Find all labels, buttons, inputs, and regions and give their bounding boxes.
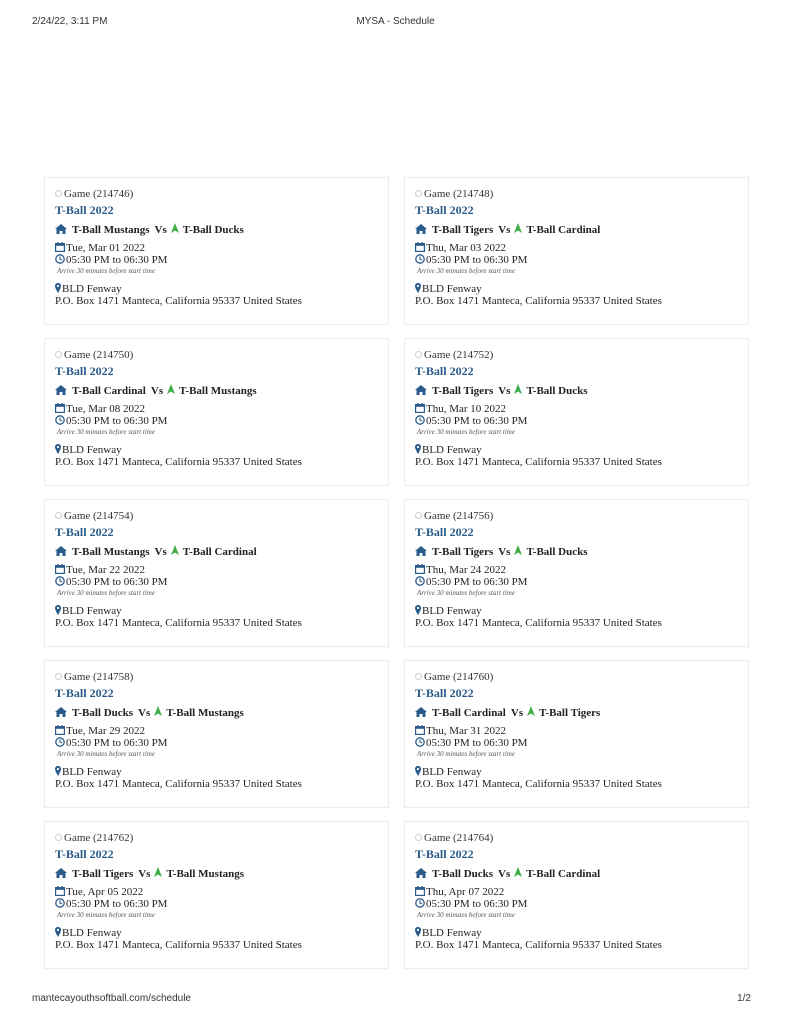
home-team[interactable]: T-Ball Tigers bbox=[72, 868, 134, 880]
game-card[interactable] bbox=[404, 499, 749, 647]
venue-address: P.O. Box 1471 Manteca, California 95337 United States bbox=[55, 778, 302, 790]
game-id: Game (214750) bbox=[64, 349, 134, 361]
date-line bbox=[55, 886, 385, 898]
home-icon bbox=[415, 385, 427, 395]
away-icon bbox=[514, 867, 522, 877]
print-page-number: 1/2 bbox=[737, 993, 751, 1004]
game-time: 05:30 PM to 06:30 PM bbox=[66, 898, 168, 910]
venue-address: P.O. Box 1471 Manteca, California 95337 United States bbox=[55, 939, 302, 951]
matchup bbox=[415, 704, 745, 722]
clock-icon bbox=[415, 576, 425, 586]
matchup bbox=[55, 543, 385, 561]
game-card[interactable] bbox=[44, 499, 389, 647]
venue-line bbox=[55, 283, 385, 295]
venue-address: P.O. Box 1471 Manteca, California 95337 United States bbox=[415, 939, 662, 951]
location-pin-icon bbox=[415, 766, 421, 776]
game-time: 05:30 PM to 06:30 PM bbox=[66, 737, 168, 749]
radio-icon[interactable] bbox=[55, 351, 62, 358]
game-date: Thu, Mar 31 2022 bbox=[426, 725, 507, 737]
time-line bbox=[55, 737, 385, 749]
game-id: Game (214748) bbox=[424, 188, 494, 200]
home-team[interactable]: T-Ball Mustangs bbox=[72, 546, 150, 558]
game-card[interactable] bbox=[44, 821, 389, 969]
game-card[interactable] bbox=[404, 660, 749, 808]
game-time: 05:30 PM to 06:30 PM bbox=[426, 898, 528, 910]
clock-icon bbox=[55, 415, 65, 425]
home-team[interactable]: T-Ball Tigers bbox=[432, 546, 494, 558]
season-title[interactable]: T-Ball 2022 bbox=[55, 525, 114, 539]
game-date: Tue, Mar 29 2022 bbox=[66, 725, 146, 737]
game-id-line bbox=[55, 670, 385, 684]
home-icon bbox=[55, 224, 67, 234]
date-line bbox=[415, 725, 745, 737]
print-datetime: 2/24/22, 3:11 PM bbox=[32, 16, 108, 27]
away-team[interactable]: T-Ball Ducks bbox=[526, 546, 588, 558]
home-icon bbox=[55, 707, 67, 717]
game-card[interactable] bbox=[44, 660, 389, 808]
game-card[interactable] bbox=[44, 177, 389, 325]
time-line bbox=[55, 898, 385, 910]
radio-icon[interactable] bbox=[55, 512, 62, 519]
vs-label: Vs bbox=[138, 707, 151, 719]
home-team[interactable]: T-Ball Cardinal bbox=[72, 385, 146, 397]
arrive-note: Arrive 30 minutes before start time bbox=[57, 750, 155, 758]
game-time: 05:30 PM to 06:30 PM bbox=[426, 415, 528, 427]
location-pin-icon bbox=[55, 766, 61, 776]
home-icon bbox=[415, 546, 427, 556]
season-title[interactable]: T-Ball 2022 bbox=[415, 847, 474, 861]
print-footer bbox=[0, 993, 791, 1007]
game-id: Game (214758) bbox=[64, 671, 134, 683]
away-icon bbox=[514, 384, 522, 394]
venue-line bbox=[415, 927, 745, 939]
away-team[interactable]: T-Ball Ducks bbox=[526, 385, 588, 397]
venue-name[interactable]: BLD Fenway bbox=[422, 283, 482, 295]
calendar-icon bbox=[55, 886, 65, 896]
venue-line bbox=[55, 605, 385, 617]
vs-label: Vs bbox=[154, 224, 167, 236]
matchup bbox=[55, 865, 385, 883]
time-line bbox=[415, 898, 745, 910]
vs-label: Vs bbox=[510, 707, 524, 719]
game-date: Thu, Mar 03 2022 bbox=[426, 242, 507, 254]
game-time: 05:30 PM to 06:30 PM bbox=[66, 576, 168, 588]
venue-line bbox=[415, 766, 745, 778]
away-icon bbox=[514, 223, 522, 233]
radio-icon[interactable] bbox=[55, 673, 62, 680]
home-team[interactable]: T-Ball Cardinal bbox=[432, 707, 506, 719]
arrive-note: Arrive 30 minutes before start time bbox=[417, 267, 515, 275]
away-team[interactable]: T-Ball Tigers bbox=[539, 707, 601, 719]
time-line bbox=[55, 576, 385, 588]
date-line bbox=[415, 886, 745, 898]
radio-icon[interactable] bbox=[415, 673, 422, 680]
season-title[interactable]: T-Ball 2022 bbox=[55, 364, 114, 378]
venue-name[interactable]: BLD Fenway bbox=[62, 605, 122, 617]
game-time: 05:30 PM to 06:30 PM bbox=[426, 576, 528, 588]
game-id-line bbox=[55, 187, 385, 201]
home-team[interactable]: T-Ball Ducks bbox=[72, 707, 134, 719]
calendar-icon bbox=[415, 564, 425, 574]
vs-label: Vs bbox=[498, 868, 511, 880]
vs-label: Vs bbox=[138, 868, 151, 880]
season-title[interactable]: T-Ball 2022 bbox=[55, 203, 114, 217]
time-line bbox=[415, 737, 745, 749]
home-team[interactable]: T-Ball Ducks bbox=[432, 868, 494, 880]
date-line bbox=[55, 564, 385, 576]
season-title[interactable]: T-Ball 2022 bbox=[415, 686, 474, 700]
arrive-note: Arrive 30 minutes before start time bbox=[57, 267, 155, 275]
away-icon bbox=[167, 384, 175, 394]
matchup bbox=[415, 221, 745, 239]
vs-label: Vs bbox=[498, 224, 511, 236]
radio-icon[interactable] bbox=[415, 834, 422, 841]
clock-icon bbox=[55, 576, 65, 586]
away-team[interactable]: T-Ball Cardinal bbox=[526, 868, 601, 880]
away-team[interactable]: T-Ball Cardinal bbox=[182, 546, 257, 558]
venue-name[interactable]: BLD Fenway bbox=[62, 927, 122, 939]
away-team[interactable]: T-Ball Mustangs bbox=[179, 385, 257, 397]
vs-label: Vs bbox=[498, 546, 511, 558]
home-icon bbox=[415, 707, 427, 717]
arrive-note: Arrive 30 minutes before start time bbox=[417, 589, 515, 597]
game-time: 05:30 PM to 06:30 PM bbox=[66, 415, 168, 427]
matchup bbox=[55, 382, 385, 400]
game-card[interactable] bbox=[404, 338, 749, 486]
game-time: 05:30 PM to 06:30 PM bbox=[426, 737, 528, 749]
game-date: Thu, Apr 07 2022 bbox=[426, 886, 505, 898]
date-line bbox=[415, 564, 745, 576]
print-page-title: MYSA - Schedule bbox=[356, 16, 435, 27]
time-line bbox=[415, 576, 745, 588]
clock-icon bbox=[415, 415, 425, 425]
arrive-note: Arrive 30 minutes before start time bbox=[417, 750, 515, 758]
game-id-line bbox=[55, 831, 385, 845]
game-id-line bbox=[55, 348, 385, 362]
print-url: mantecayouthsoftball.com/schedule bbox=[32, 993, 191, 1004]
venue-address: P.O. Box 1471 Manteca, California 95337 United States bbox=[55, 617, 302, 629]
calendar-icon bbox=[415, 403, 425, 413]
game-date: Thu, Mar 10 2022 bbox=[426, 403, 507, 415]
home-icon bbox=[415, 224, 427, 234]
radio-icon[interactable] bbox=[415, 351, 422, 358]
arrive-note: Arrive 30 minutes before start time bbox=[57, 911, 155, 919]
date-line bbox=[415, 403, 745, 415]
game-time: 05:30 PM to 06:30 PM bbox=[426, 254, 528, 266]
radio-icon[interactable] bbox=[55, 834, 62, 841]
clock-icon bbox=[55, 737, 65, 747]
game-id: Game (214762) bbox=[64, 832, 134, 844]
venue-name[interactable]: BLD Fenway bbox=[422, 927, 482, 939]
vs-label: Vs bbox=[154, 546, 167, 558]
game-card[interactable] bbox=[44, 338, 389, 486]
home-icon bbox=[415, 868, 427, 878]
time-line bbox=[55, 415, 385, 427]
venue-address: P.O. Box 1471 Manteca, California 95337 United States bbox=[415, 617, 662, 629]
game-id: Game (214764) bbox=[424, 832, 494, 844]
venue-line bbox=[415, 283, 745, 295]
venue-address: P.O. Box 1471 Manteca, California 95337 United States bbox=[415, 456, 662, 468]
away-icon bbox=[171, 545, 179, 555]
season-title[interactable]: T-Ball 2022 bbox=[55, 847, 114, 861]
venue-name[interactable]: BLD Fenway bbox=[62, 283, 122, 295]
away-team[interactable]: T-Ball Ducks bbox=[182, 224, 244, 236]
venue-line bbox=[55, 766, 385, 778]
location-pin-icon bbox=[415, 927, 421, 937]
game-id-line bbox=[415, 831, 745, 845]
away-team[interactable]: T-Ball Mustangs bbox=[166, 707, 244, 719]
game-id: Game (214756) bbox=[424, 510, 494, 522]
venue-name[interactable]: BLD Fenway bbox=[62, 444, 122, 456]
date-line bbox=[55, 242, 385, 254]
clock-icon bbox=[415, 898, 425, 908]
home-icon bbox=[55, 868, 67, 878]
clock-icon bbox=[55, 254, 65, 264]
venue-name[interactable]: BLD Fenway bbox=[62, 766, 122, 778]
date-line bbox=[415, 242, 745, 254]
arrive-note: Arrive 30 minutes before start time bbox=[417, 911, 515, 919]
game-card[interactable] bbox=[404, 821, 749, 969]
clock-icon bbox=[415, 737, 425, 747]
home-team[interactable]: T-Ball Tigers bbox=[432, 224, 494, 236]
venue-address: P.O. Box 1471 Manteca, California 95337 United States bbox=[415, 295, 662, 307]
home-icon bbox=[55, 546, 67, 556]
away-team[interactable]: T-Ball Cardinal bbox=[526, 224, 601, 236]
venue-name[interactable]: BLD Fenway bbox=[422, 605, 482, 617]
game-id-line bbox=[415, 509, 745, 523]
game-id-line bbox=[415, 670, 745, 684]
game-id: Game (214752) bbox=[424, 349, 494, 361]
location-pin-icon bbox=[415, 605, 421, 615]
arrive-note: Arrive 30 minutes before start time bbox=[417, 428, 515, 436]
location-pin-icon bbox=[415, 283, 421, 293]
date-line bbox=[55, 403, 385, 415]
location-pin-icon bbox=[415, 444, 421, 454]
away-icon bbox=[154, 867, 162, 877]
vs-label: Vs bbox=[150, 385, 164, 397]
season-title[interactable]: T-Ball 2022 bbox=[55, 686, 114, 700]
away-icon bbox=[527, 706, 535, 716]
game-date: Tue, Mar 01 2022 bbox=[66, 242, 146, 254]
game-id: Game (214754) bbox=[64, 510, 134, 522]
game-date: Thu, Mar 24 2022 bbox=[426, 564, 507, 576]
location-pin-icon bbox=[55, 605, 61, 615]
game-id-line bbox=[415, 187, 745, 201]
game-card[interactable] bbox=[404, 177, 749, 325]
matchup bbox=[415, 382, 745, 400]
calendar-icon bbox=[415, 725, 425, 735]
radio-icon[interactable] bbox=[55, 190, 62, 197]
season-title[interactable]: T-Ball 2022 bbox=[415, 525, 474, 539]
venue-name[interactable]: BLD Fenway bbox=[422, 444, 482, 456]
away-team[interactable]: T-Ball Mustangs bbox=[166, 868, 245, 880]
location-pin-icon bbox=[55, 927, 61, 937]
calendar-icon bbox=[55, 725, 65, 735]
away-icon bbox=[514, 545, 522, 555]
home-team[interactable]: T-Ball Tigers bbox=[432, 385, 494, 397]
matchup bbox=[415, 865, 745, 883]
venue-line bbox=[415, 444, 745, 456]
away-icon bbox=[154, 706, 162, 716]
venue-name[interactable]: BLD Fenway bbox=[422, 766, 482, 778]
arrive-note: Arrive 30 minutes before start time bbox=[57, 428, 155, 436]
away-icon bbox=[171, 223, 179, 233]
calendar-icon bbox=[55, 564, 65, 574]
game-date: Tue, Apr 05 2022 bbox=[66, 886, 144, 898]
game-date: Tue, Mar 08 2022 bbox=[66, 403, 146, 415]
time-line bbox=[415, 254, 745, 266]
calendar-icon bbox=[55, 403, 65, 413]
season-title[interactable]: T-Ball 2022 bbox=[415, 203, 474, 217]
matchup bbox=[55, 221, 385, 239]
home-team[interactable]: T-Ball Mustangs bbox=[72, 224, 150, 236]
calendar-icon bbox=[415, 886, 425, 896]
venue-line bbox=[55, 444, 385, 456]
date-line bbox=[55, 725, 385, 737]
time-line bbox=[415, 415, 745, 427]
game-date: Tue, Mar 22 2022 bbox=[66, 564, 146, 576]
clock-icon bbox=[55, 898, 65, 908]
game-time: 05:30 PM to 06:30 PM bbox=[66, 254, 168, 266]
arrive-note: Arrive 30 minutes before start time bbox=[57, 589, 155, 597]
time-line bbox=[55, 254, 385, 266]
venue-line bbox=[415, 605, 745, 617]
radio-icon[interactable] bbox=[415, 190, 422, 197]
game-id-line bbox=[415, 348, 745, 362]
venue-address: P.O. Box 1471 Manteca, California 95337 United States bbox=[415, 778, 662, 790]
season-title[interactable]: T-Ball 2022 bbox=[415, 364, 474, 378]
matchup bbox=[55, 704, 385, 722]
clock-icon bbox=[415, 254, 425, 264]
game-id-line bbox=[55, 509, 385, 523]
venue-line bbox=[55, 927, 385, 939]
venue-address: P.O. Box 1471 Manteca, California 95337 United States bbox=[55, 456, 302, 468]
matchup bbox=[415, 543, 745, 561]
venue-address: P.O. Box 1471 Manteca, California 95337 United States bbox=[55, 295, 302, 307]
radio-icon[interactable] bbox=[415, 512, 422, 519]
game-id: Game (214746) bbox=[64, 188, 134, 200]
location-pin-icon bbox=[55, 283, 61, 293]
vs-label: Vs bbox=[498, 385, 511, 397]
home-icon bbox=[55, 385, 67, 395]
location-pin-icon bbox=[55, 444, 61, 454]
calendar-icon bbox=[55, 242, 65, 252]
calendar-icon bbox=[415, 242, 425, 252]
game-id: Game (214760) bbox=[424, 671, 494, 683]
